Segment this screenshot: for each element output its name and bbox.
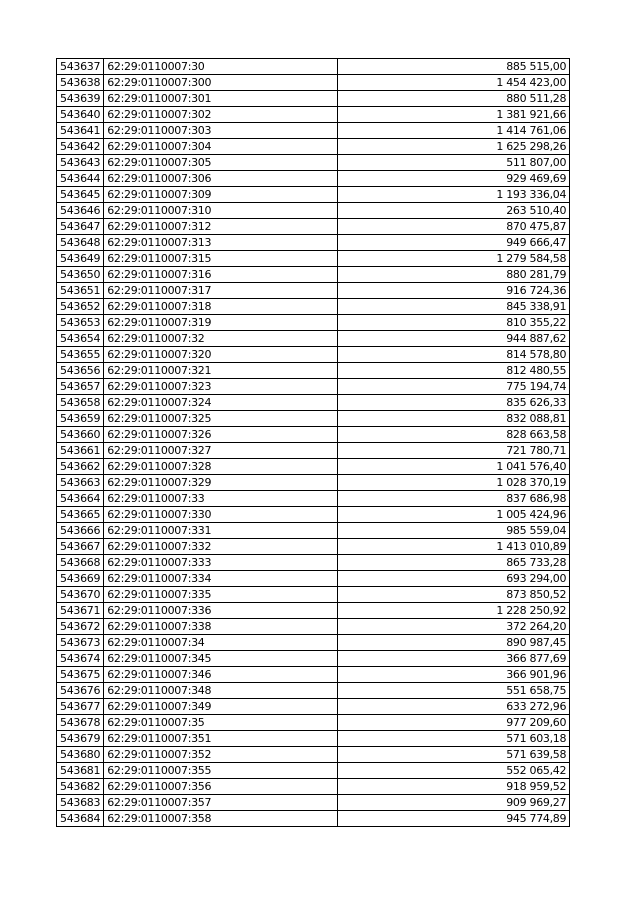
row-number-cell: 543652: [57, 299, 104, 315]
row-number-cell: 543638: [57, 75, 104, 91]
cadastral-value-cell: 873 850,52: [338, 587, 570, 603]
cadastral-number-cell: 62:29:0110007:304: [104, 139, 338, 155]
cadastral-number-cell: 62:29:0110007:310: [104, 203, 338, 219]
row-number-cell: 543664: [57, 491, 104, 507]
table-row: [57, 315, 570, 331]
cadastral-value-cell: 552 065,42: [338, 763, 570, 779]
row-number-cell: 543679: [57, 731, 104, 747]
row-number-cell: 543656: [57, 363, 104, 379]
cadastral-number-cell: 62:29:0110007:338: [104, 619, 338, 635]
cadastral-number-cell: 62:29:0110007:358: [104, 811, 338, 827]
row-number-cell: 543674: [57, 651, 104, 667]
row-number-cell: 543670: [57, 587, 104, 603]
cadastral-value-cell: 814 578,80: [338, 347, 570, 363]
cadastral-number-cell: 62:29:0110007:356: [104, 779, 338, 795]
row-number-cell: 543662: [57, 459, 104, 475]
cadastral-number-cell: 62:29:0110007:328: [104, 459, 338, 475]
row-number-cell: 543641: [57, 123, 104, 139]
table-row: [57, 395, 570, 411]
row-number-cell: 543676: [57, 683, 104, 699]
cadastral-value-table: [56, 58, 570, 827]
cadastral-number-cell: 62:29:0110007:335: [104, 587, 338, 603]
row-number-cell: 543639: [57, 91, 104, 107]
cadastral-number-cell: 62:29:0110007:352: [104, 747, 338, 763]
table-row: [57, 523, 570, 539]
cadastral-number-cell: 62:29:0110007:321: [104, 363, 338, 379]
cadastral-value-cell: 916 724,36: [338, 283, 570, 299]
cadastral-number-cell: 62:29:0110007:330: [104, 507, 338, 523]
cadastral-number-cell: 62:29:0110007:313: [104, 235, 338, 251]
cadastral-number-cell: 62:29:0110007:348: [104, 683, 338, 699]
cadastral-value-cell: 977 209,60: [338, 715, 570, 731]
cadastral-value-cell: 1 414 761,06: [338, 123, 570, 139]
table-row: [57, 667, 570, 683]
table-row: [57, 731, 570, 747]
cadastral-value-cell: 1 454 423,00: [338, 75, 570, 91]
table-row: [57, 171, 570, 187]
row-number-cell: 543645: [57, 187, 104, 203]
cadastral-number-cell: 62:29:0110007:303: [104, 123, 338, 139]
cadastral-value-cell: 945 774,89: [338, 811, 570, 827]
row-number-cell: 543659: [57, 411, 104, 427]
cadastral-number-cell: 62:29:0110007:332: [104, 539, 338, 555]
row-number-cell: 543647: [57, 219, 104, 235]
row-number-cell: 543648: [57, 235, 104, 251]
table-row: [57, 715, 570, 731]
row-number-cell: 543650: [57, 267, 104, 283]
cadastral-number-cell: 62:29:0110007:33: [104, 491, 338, 507]
cadastral-value-cell: 832 088,81: [338, 411, 570, 427]
cadastral-value-cell: 1 041 576,40: [338, 459, 570, 475]
cadastral-number-cell: 62:29:0110007:357: [104, 795, 338, 811]
row-number-cell: 543654: [57, 331, 104, 347]
cadastral-value-cell: 949 666,47: [338, 235, 570, 251]
table-row: [57, 811, 570, 827]
cadastral-number-cell: 62:29:0110007:30: [104, 59, 338, 75]
cadastral-value-cell: 1 193 336,04: [338, 187, 570, 203]
cadastral-number-cell: 62:29:0110007:320: [104, 347, 338, 363]
table-body: [57, 59, 570, 827]
cadastral-number-cell: 62:29:0110007:323: [104, 379, 338, 395]
row-number-cell: 543658: [57, 395, 104, 411]
table-row: [57, 235, 570, 251]
table-row: [57, 91, 570, 107]
cadastral-value-cell: 372 264,20: [338, 619, 570, 635]
cadastral-value-cell: 810 355,22: [338, 315, 570, 331]
row-number-cell: 543682: [57, 779, 104, 795]
row-number-cell: 543669: [57, 571, 104, 587]
row-number-cell: 543642: [57, 139, 104, 155]
row-number-cell: 543640: [57, 107, 104, 123]
table-row: [57, 651, 570, 667]
table-row: [57, 139, 570, 155]
row-number-cell: 543661: [57, 443, 104, 459]
table-row: [57, 491, 570, 507]
cadastral-number-cell: 62:29:0110007:300: [104, 75, 338, 91]
cadastral-value-cell: 870 475,87: [338, 219, 570, 235]
cadastral-value-cell: 835 626,33: [338, 395, 570, 411]
row-number-cell: 543651: [57, 283, 104, 299]
table-row: [57, 571, 570, 587]
table-row: [57, 603, 570, 619]
cadastral-number-cell: 62:29:0110007:346: [104, 667, 338, 683]
table-row: [57, 555, 570, 571]
cadastral-number-cell: 62:29:0110007:326: [104, 427, 338, 443]
row-number-cell: 543643: [57, 155, 104, 171]
row-number-cell: 543684: [57, 811, 104, 827]
cadastral-value-cell: 1 381 921,66: [338, 107, 570, 123]
row-number-cell: 543678: [57, 715, 104, 731]
cadastral-value-cell: 263 510,40: [338, 203, 570, 219]
row-number-cell: 543655: [57, 347, 104, 363]
cadastral-number-cell: 62:29:0110007:318: [104, 299, 338, 315]
cadastral-number-cell: 62:29:0110007:336: [104, 603, 338, 619]
table-row: [57, 331, 570, 347]
cadastral-value-cell: 985 559,04: [338, 523, 570, 539]
cadastral-value-cell: 865 733,28: [338, 555, 570, 571]
table-row: [57, 251, 570, 267]
cadastral-value-cell: 571 603,18: [338, 731, 570, 747]
cadastral-number-cell: 62:29:0110007:327: [104, 443, 338, 459]
table-row: [57, 459, 570, 475]
cadastral-value-cell: 845 338,91: [338, 299, 570, 315]
cadastral-number-cell: 62:29:0110007:35: [104, 715, 338, 731]
table-row: [57, 443, 570, 459]
table-row: [57, 507, 570, 523]
table-row: [57, 747, 570, 763]
cadastral-value-cell: 909 969,27: [338, 795, 570, 811]
row-number-cell: 543663: [57, 475, 104, 491]
cadastral-value-cell: 1 028 370,19: [338, 475, 570, 491]
cadastral-value-cell: 551 658,75: [338, 683, 570, 699]
row-number-cell: 543668: [57, 555, 104, 571]
table-row: [57, 155, 570, 171]
table-row: [57, 299, 570, 315]
table-row: [57, 75, 570, 91]
cadastral-number-cell: 62:29:0110007:333: [104, 555, 338, 571]
row-number-cell: 543653: [57, 315, 104, 331]
row-number-cell: 543649: [57, 251, 104, 267]
row-number-cell: 543657: [57, 379, 104, 395]
table-row: [57, 475, 570, 491]
cadastral-value-cell: 885 515,00: [338, 59, 570, 75]
cadastral-value-cell: 837 686,98: [338, 491, 570, 507]
cadastral-value-cell: 812 480,55: [338, 363, 570, 379]
cadastral-number-cell: 62:29:0110007:309: [104, 187, 338, 203]
cadastral-value-cell: 918 959,52: [338, 779, 570, 795]
table-row: [57, 539, 570, 555]
cadastral-number-cell: 62:29:0110007:319: [104, 315, 338, 331]
cadastral-number-cell: 62:29:0110007:331: [104, 523, 338, 539]
table-row: [57, 347, 570, 363]
table-row: [57, 107, 570, 123]
table-row: [57, 795, 570, 811]
row-number-cell: 543660: [57, 427, 104, 443]
row-number-cell: 543667: [57, 539, 104, 555]
table-row: [57, 283, 570, 299]
cadastral-number-cell: 62:29:0110007:345: [104, 651, 338, 667]
row-number-cell: 543680: [57, 747, 104, 763]
table-row: [57, 427, 570, 443]
cadastral-value-cell: 880 511,28: [338, 91, 570, 107]
cadastral-value-cell: 1 279 584,58: [338, 251, 570, 267]
cadastral-value-cell: 633 272,96: [338, 699, 570, 715]
cadastral-value-cell: 721 780,71: [338, 443, 570, 459]
cadastral-value-cell: 366 901,96: [338, 667, 570, 683]
table-row: [57, 59, 570, 75]
table-row: [57, 699, 570, 715]
table-row: [57, 683, 570, 699]
row-number-cell: 543644: [57, 171, 104, 187]
cadastral-value-cell: 366 877,69: [338, 651, 570, 667]
row-number-cell: 543666: [57, 523, 104, 539]
table-row: [57, 203, 570, 219]
table-row: [57, 779, 570, 795]
table-row: [57, 619, 570, 635]
row-number-cell: 543675: [57, 667, 104, 683]
cadastral-value-cell: 828 663,58: [338, 427, 570, 443]
cadastral-value-cell: 775 194,74: [338, 379, 570, 395]
cadastral-number-cell: 62:29:0110007:349: [104, 699, 338, 715]
table-row: [57, 411, 570, 427]
row-number-cell: 543671: [57, 603, 104, 619]
cadastral-value-cell: 693 294,00: [338, 571, 570, 587]
row-number-cell: 543646: [57, 203, 104, 219]
cadastral-number-cell: 62:29:0110007:32: [104, 331, 338, 347]
table-row: [57, 363, 570, 379]
cadastral-number-cell: 62:29:0110007:329: [104, 475, 338, 491]
cadastral-number-cell: 62:29:0110007:351: [104, 731, 338, 747]
cadastral-value-cell: 1 005 424,96: [338, 507, 570, 523]
table-row: [57, 763, 570, 779]
cadastral-number-cell: 62:29:0110007:324: [104, 395, 338, 411]
row-number-cell: 543673: [57, 635, 104, 651]
row-number-cell: 543683: [57, 795, 104, 811]
row-number-cell: 543672: [57, 619, 104, 635]
cadastral-number-cell: 62:29:0110007:317: [104, 283, 338, 299]
table-row: [57, 379, 570, 395]
cadastral-number-cell: 62:29:0110007:315: [104, 251, 338, 267]
table-row: [57, 123, 570, 139]
table-row: [57, 219, 570, 235]
cadastral-number-cell: 62:29:0110007:301: [104, 91, 338, 107]
cadastral-number-cell: 62:29:0110007:312: [104, 219, 338, 235]
cadastral-value-cell: 571 639,58: [338, 747, 570, 763]
table-row: [57, 635, 570, 651]
cadastral-number-cell: 62:29:0110007:34: [104, 635, 338, 651]
cadastral-number-cell: 62:29:0110007:355: [104, 763, 338, 779]
cadastral-value-cell: 1 228 250,92: [338, 603, 570, 619]
cadastral-number-cell: 62:29:0110007:305: [104, 155, 338, 171]
table-row: [57, 267, 570, 283]
table-row: [57, 187, 570, 203]
cadastral-value-cell: 944 887,62: [338, 331, 570, 347]
row-number-cell: 543677: [57, 699, 104, 715]
cadastral-value-cell: 880 281,79: [338, 267, 570, 283]
cadastral-number-cell: 62:29:0110007:334: [104, 571, 338, 587]
cadastral-value-cell: 1 413 010,89: [338, 539, 570, 555]
row-number-cell: 543681: [57, 763, 104, 779]
cadastral-number-cell: 62:29:0110007:306: [104, 171, 338, 187]
cadastral-value-cell: 1 625 298,26: [338, 139, 570, 155]
row-number-cell: 543665: [57, 507, 104, 523]
cadastral-number-cell: 62:29:0110007:316: [104, 267, 338, 283]
cadastral-value-cell: 929 469,69: [338, 171, 570, 187]
row-number-cell: 543637: [57, 59, 104, 75]
cadastral-value-cell: 890 987,45: [338, 635, 570, 651]
cadastral-number-cell: 62:29:0110007:325: [104, 411, 338, 427]
cadastral-value-cell: 511 807,00: [338, 155, 570, 171]
cadastral-number-cell: 62:29:0110007:302: [104, 107, 338, 123]
table-row: [57, 587, 570, 603]
